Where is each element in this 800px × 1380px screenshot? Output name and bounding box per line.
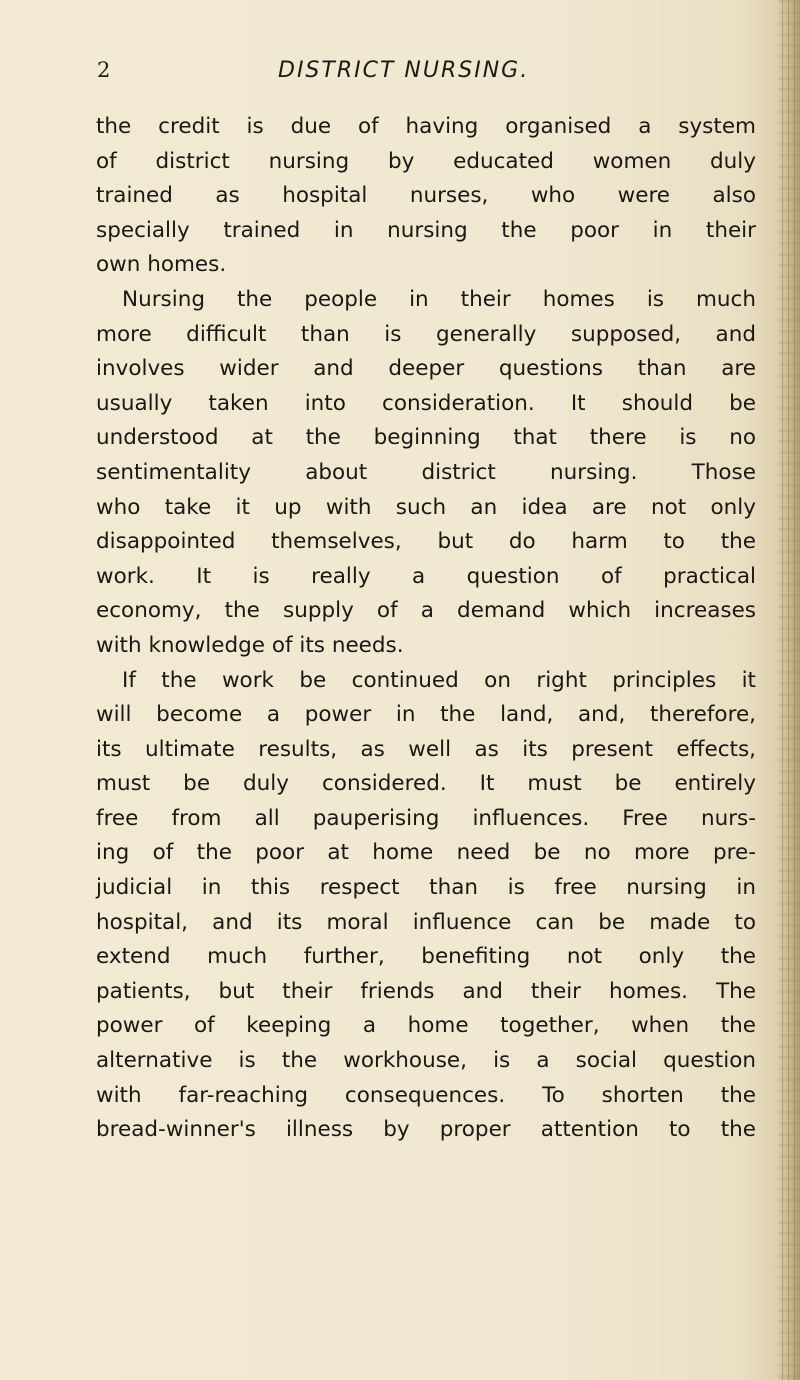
text-line: power of keeping a home together, when the: [96, 1013, 756, 1039]
text-line: usually taken into consideration. It should be: [96, 390, 756, 416]
text-line: involves wider and deeper questions than are: [96, 356, 756, 382]
text-line: its ultimate results, as well as its present effects,: [96, 736, 756, 762]
spine-line: [782, 0, 783, 1380]
text-line: who take it up with such an idea are not only: [96, 494, 756, 520]
text-line: patients, but their friends and their homes. The: [96, 978, 756, 1004]
text-line: work. It is really a question of practical: [96, 563, 756, 589]
paragraph-3: [96, 664, 756, 1148]
text-line: will become a power in the land, and, therefore,: [96, 702, 756, 728]
text-line: specially trained in nursing the poor in their: [96, 217, 756, 243]
paragraph-2: [96, 283, 756, 664]
text-line: ing of the poor at home need be no more pre-: [96, 840, 756, 866]
text-line: sentimentality about district nursing. Those: [96, 459, 756, 485]
text-line: with knowledge of its needs.: [96, 632, 404, 658]
paragraph-1: [96, 110, 756, 283]
text-line: economy, the supply of a demand which increases: [96, 598, 756, 624]
text-line: the credit is due of having organised a system: [96, 114, 756, 139]
text-line: with far-reaching consequences. To shorten the: [96, 1082, 756, 1108]
text-line: understood at the beginning that there is no: [96, 425, 756, 451]
text-line: more difficult than is generally supposed, and: [96, 321, 756, 347]
page-spine-edge: [778, 0, 800, 1380]
text-line: hospital, and its moral influence can be made to: [96, 909, 756, 935]
spine-line: [788, 0, 789, 1380]
text-line: own homes.: [96, 252, 227, 278]
text-line: extend much further, benefiting not only the: [96, 944, 756, 970]
text-line: disappointed themselves, but do harm to the: [96, 529, 756, 555]
text-line: free from all pauperising influences. Free nurs-: [96, 805, 756, 831]
text-line: judicial in this respect than is free nursing in: [96, 875, 756, 901]
page-header: [0, 58, 800, 90]
text-line: of district nursing by educated women duly: [96, 148, 756, 174]
text-line: must be duly considered. It must be entirely: [96, 771, 756, 797]
spine-line: [794, 0, 795, 1380]
text-line: alternative is the workhouse, is a social question: [96, 1048, 756, 1074]
running-head: DISTRICT NURSING.: [278, 58, 530, 83]
body-text: [96, 110, 756, 1148]
text-line: trained as hospital nurses, who were also: [96, 183, 756, 209]
text-line: Nursing the people in their homes is much: [122, 286, 756, 312]
text-line: If the work be continued on right principles it: [122, 667, 756, 693]
text-line: bread-winner's illness by proper attention to the: [96, 1117, 756, 1143]
page-number: 2: [97, 58, 111, 82]
